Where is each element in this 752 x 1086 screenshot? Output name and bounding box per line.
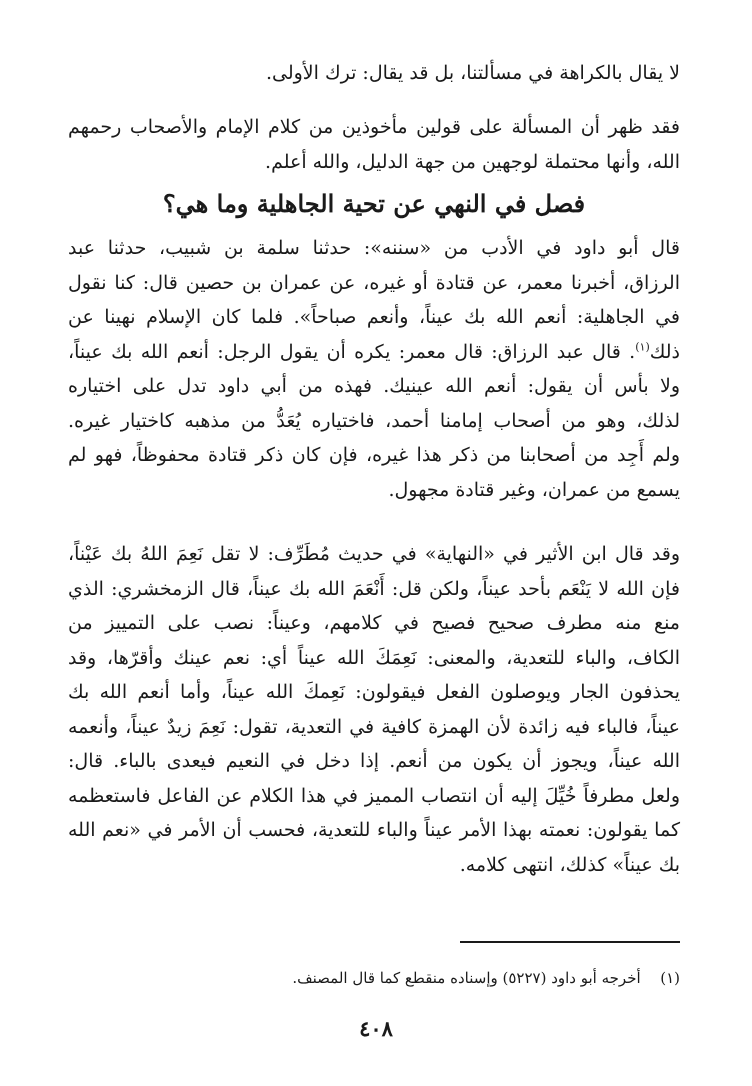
intro-paragraph [68, 56, 680, 91]
section-heading: فصل في النهي عن تحية الجاهلية وما هي؟ [162, 189, 586, 218]
text-line: فقد ظهر أن المسألة على قولين مأخوذين من كلام الإمام والأصحاب رحمهم [68, 116, 680, 138]
text-line: ولعل مطرفاً خُيِّلَ إليه أن انتصاب المميز في هذا الكلام عن الفاعل فاستعظمه [68, 784, 680, 807]
text-line: ولا بأس أن يقول: أنعم الله عينيك. فهذه من أبي داود تدل على اختياره [68, 375, 680, 397]
footnote-reference[interactable]: (١) [635, 340, 650, 354]
text-line: الله عيناً، ويجوز أن يكون من أنعم. إذا دخل في النعيم فيعدى بالباء. قال: [68, 750, 680, 772]
line-segment: . قال عبد الرزاق: قال معمر: يكره أن يقول الرجل: أنعم الله بك عيناً، [68, 340, 636, 363]
text-line: الكاف، والباء للتعدية، والمعنى: نَعِمَكَ الله عيناً أي: نعم عينك وأقرّها، وقد [68, 646, 680, 669]
text-line: منع منه مطرف صحيح فصيح في كلامهم، وعيناً: نصب على التمييز من [68, 612, 680, 634]
footnote-text: أخرجه أبو داود (٥٢٢٧) وإسناده منقطع كما قال المصنف. [292, 969, 641, 987]
text-line: يحذفون الجار ويوصلون الفعل فيقولون: نَعِمكَ الله عيناً، وأما أنعم الله بك [68, 681, 680, 703]
page-number: ٤٠٨ [359, 1016, 393, 1041]
conclusion-paragraph [68, 110, 680, 179]
line-segment: ذلك [649, 340, 680, 363]
text-line: ولم أَجِد من أصحابنا من ذكر هذا غيره، فإن كان ذكر قتادة محفوظاً، فهو لم [68, 444, 680, 466]
text-line: وقد قال ابن الأثير في «النهاية» في حديث مُطَرِّف: لا تقل نَعِمَ اللهُ بك عَيْناً، [68, 543, 680, 565]
text-line: لا يقال بالكراهة في مسألتنا، بل قد يقال: ترك الأولى. [265, 62, 680, 84]
text-line: كما يقولون: نعمته بهذا الأمر عيناً والباء للتعدية، فحسب أن الأمر في «نعم الله [68, 819, 680, 841]
text-line: يسمع من عمران، وغير قتادة مجهول. [388, 478, 680, 501]
text-line [68, 335, 680, 370]
footnote-marker: (١) [660, 969, 680, 987]
text-line: في الجاهلية: أنعم الله بك عيناً، وأنعم صباحاً». فلما كان الإسلام نهينا عن [68, 306, 680, 328]
text-line: قال أبو داود في الأدب من «سننه»: حدثنا سلمة بن شبيب، حدثنا عبد [68, 237, 680, 259]
abu-dawud-paragraph [68, 231, 680, 507]
text-line: الرزاق، أخبرنا معمر، عن قتادة أو غيره، عن عمران بن حصين قال: كنا نقول [68, 271, 680, 294]
footnote-divider [460, 941, 680, 943]
text-line: بك عيناً» كذلك، انتهى كلامه. [459, 853, 680, 876]
footnote [68, 966, 680, 990]
text-line: عيناً، فالباء فيه زائدة لأن الهمزة كافية في التعدية، تقول: نَعِمَ زيدٌ عيناً، وأنعمه [68, 715, 680, 738]
text-line: لذلك، وهو من أصحاب إمامنا أحمد، فاختياره يُعَدُّ من مذهبه كاختيار غيره. [68, 409, 680, 432]
ibn-athir-paragraph [68, 537, 680, 882]
text-line: الله، وأنها محتملة لوجهين من جهة الدليل، والله أعلم. [265, 150, 680, 173]
text-line: فإن الله لا يَنْعَم بأحد عيناً، ولكن قل: أَنْعَمَ الله بك عيناً، قال الزمخشري: الذي [68, 577, 680, 600]
